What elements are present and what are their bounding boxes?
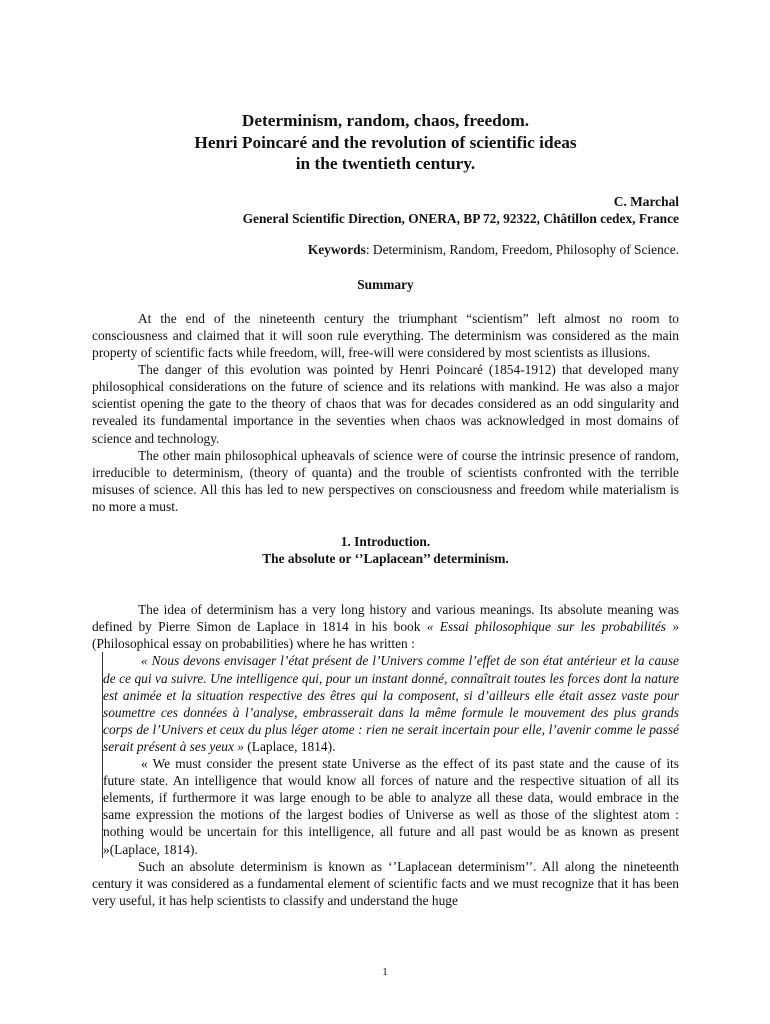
- keywords: [92, 241, 679, 258]
- title-line-2: Henri Poincaré and the revolution of scientific ideas: [194, 132, 577, 152]
- intro-text-b: (Philosophical essay on probabilities) where he has written :: [92, 636, 415, 652]
- intro-paragraph: [92, 601, 679, 652]
- quote-english: « We must consider the present state Universe as the effect of its past state and the cause of its future state. An intelligence that would know all forces of nature and the respective situation of all its elements, if furthermore it was large enough to be able to analyze all these data, would embrace in the same expression the motions of the largest bodies of Universe as well as those of the slightest atom : nothing would be uncertain for this intelligence, all future and all past would be as known as present »(Laplace, 1814).: [103, 756, 679, 857]
- quote-french-text: « Nous devons envisager l’état présent de l’Univers comme l’effet de son état antérieur et la cause de ce qui va suivre. Une intelligence qui, pour un instant donné, connaîtrait toutes les forces dont la nature est animée et la situation respective des êtres qui la composent, si d’ailleurs elle était assez vaste pour soumettre ces données à l’analyse, embrasserait dans la même formule le mouvement des plus grands corps de l’Univers et ceux du plus léger atome : rien ne serait incertain pour elle, l’avenir comme le passé serait présent à ses yeux »: [103, 653, 679, 754]
- title-line-1: Determinism, random, chaos, freedom.: [241, 111, 530, 130]
- author-affiliation: General Scientific Direction, ONERA, BP 72, 92322, Châtillon cedex, France: [242, 210, 679, 226]
- paper-title: [92, 110, 679, 175]
- quote-block: [102, 652, 679, 857]
- section-subtitle: The absolute or ‘’Laplacean’’ determinism.: [262, 551, 509, 567]
- summary-paragraph-1: At the end of the nineteenth century the triumphant “scientism” left almost no room to consciousness and claimed that it will soon rule everything. The determinism was considered as the main property of scientific facts while freedom, will, free-will were considered by most scientists as illusions.: [92, 310, 679, 361]
- section-heading: [92, 533, 679, 567]
- quote-french-citation: (Laplace, 1814).: [243, 738, 336, 754]
- summary-paragraph-2: The danger of this evolution was pointed by Henri Poincaré (1854-1912) that developed many philosophical considerations on the future of science and its relations with mankind. He was also a major scientist opening the gate to the theory of chaos that was for decades considered as an odd singularity and revealed its fundamental importance in the seventies when chaos was acknowledged in most domains of science and technology.: [92, 362, 679, 446]
- page-number: 1: [382, 966, 388, 978]
- page-content: [92, 110, 679, 909]
- title-line-3: in the twentieth century.: [295, 154, 476, 173]
- intro-text-a: The idea of determinism has a very long history and various meanings. Its absolute meaning was defined by Pierre Simon de Laplace in 1814 in his book: [92, 602, 679, 635]
- intro-book-title: « Essai philosophique sur les probabilités »: [426, 619, 680, 635]
- keywords-label: Keywords: [307, 241, 366, 257]
- closing-paragraph: Such an absolute determinism is known as ‘’Laplacean determinism’’. All along the nineteenth century it was considered as a fundamental element of scientific facts and we must recognize that it has been very useful, it has help scientists to classify and understand the huge: [92, 858, 679, 908]
- summary-paragraph-3: The other main philosophical upheavals of science were of course the intrinsic presence of random, irreducible to determinism, (theory of quanta) and the trouble of scientists confronted with the terrible misuses of science. All this has led to new perspectives on consciousness and freedom while materialism is no more a must.: [92, 447, 679, 514]
- section-title: 1. Introduction.: [340, 534, 431, 549]
- keywords-text: : Determinism, Random, Freedom, Philosophy of Science.: [365, 241, 679, 257]
- author-name: C. Marchal: [613, 193, 679, 209]
- summary-heading: Summary: [357, 276, 414, 292]
- quote-french: [103, 652, 679, 755]
